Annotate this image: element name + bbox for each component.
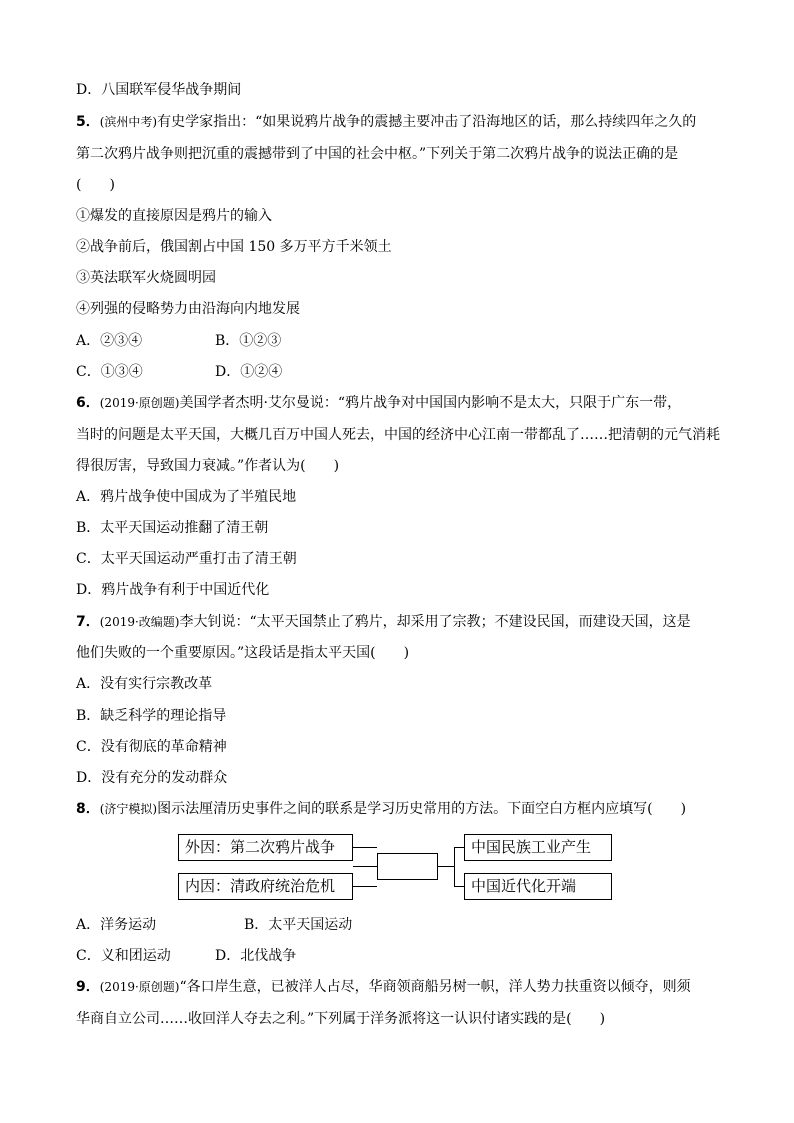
q6-option-c: C．太平天国运动严重打击了清王朝 [76, 551, 297, 567]
internal-cause-box: 内因：清政府统治危机 [178, 873, 353, 900]
result-box-modernization: 中国近代化开端 [464, 873, 612, 900]
q8-stem-text1: 图示法厘清历史事件之间的联系是学习历史常用的方法。下面空白方框内应填写( ) [157, 801, 687, 817]
q9-stem-line1 [76, 977, 734, 997]
q9-source: (2019·原创题) [99, 980, 180, 994]
q8-number: 8． [76, 801, 100, 817]
q6-option-d: D．鸦片战争有利于中国近代化 [76, 582, 270, 598]
q5-option-a: A．②③④ [76, 333, 143, 349]
q5-option-c: C．①③④ [76, 364, 143, 380]
q8-stem-line1 [76, 799, 734, 819]
q7-source: (2019·改编题) [99, 615, 180, 629]
q6-stem-line2: 当时的问题是太平天国，大概几百万中国人死去，中国的经济中心江南一带都乱了……把清朝的元气消耗 [76, 427, 720, 443]
q8-source: (济宁模拟) [99, 802, 158, 816]
q8-option-d: D．北伐战争 [215, 948, 297, 964]
q7-number: 7． [76, 614, 100, 630]
blank-answer-box [377, 853, 438, 880]
connector-result2 [454, 886, 464, 887]
q8-option-a: A．洋务运动 [76, 917, 157, 933]
q7-stem-line2: 他们失败的一个重要原因。”这段话是指太平天国( ) [76, 645, 410, 661]
external-cause-box: 外因：第二次鸦片战争 [178, 834, 353, 861]
connector-mid-left [353, 866, 377, 867]
q6-option-b: B．太平天国运动推翻了清王朝 [76, 520, 269, 536]
result-box-industry: 中国民族工业产生 [464, 834, 612, 861]
q5-source: (滨州中考) [99, 115, 158, 129]
q6-stem-line3: 得很厉害，导致国力衰减。”作者认为( ) [76, 458, 340, 474]
q8-option-c: C．义和团运动 [76, 948, 171, 964]
q6-stem-text1: 美国学者杰明·艾尔曼说：“鸦片战争对中国国内影响不是太大，只限于广东一带， [179, 395, 682, 411]
q5-stem-line1 [76, 112, 734, 132]
q7-stem-text1: 李大钊说：“太平天国禁止了鸦片，却采用了宗教；不建设民国，而建设天国，这是 [179, 614, 691, 630]
connector-vertical-right [454, 847, 455, 887]
q5-item-4: ④列强的侵略势力由沿海向内地发展 [76, 301, 300, 317]
q5-option-d: D．①②④ [215, 364, 283, 380]
q7-option-d: D．没有充分的发动群众 [76, 770, 228, 786]
q6-number: 6． [76, 395, 100, 411]
q5-number: 5． [76, 114, 100, 130]
q6-option-a: A．鸦片战争使中国成为了半殖民地 [76, 489, 297, 505]
connector-result1 [454, 847, 464, 848]
q8-option-b: B．太平天国运动 [244, 917, 353, 933]
q5-item-1: ①爆发的直接原因是鸦片的输入 [76, 208, 272, 224]
q5-item-2: ②战争前后，俄国割占中国 150 多万平方千米领土 [76, 239, 392, 255]
q5-stem-line2: 第二次鸦片战争则把沉重的震撼带到了中国的社会中枢。”下列关于第二次鸦片战争的说法正确的是 [76, 146, 679, 162]
connector-external [353, 847, 377, 848]
q7-option-c: C．没有彻底的革命精神 [76, 739, 227, 755]
q5-option-b: B．①②③ [215, 333, 282, 349]
q6-source: (2019·原创题) [99, 396, 180, 410]
q9-stem-line2: 华商自立公司……收回洋人夺去之利。”下列属于洋务派将这一认识付诸实践的是( ) [76, 1011, 606, 1027]
q6-stem-line1 [76, 393, 734, 413]
connector-mid-right [438, 866, 454, 867]
q9-stem-text1: “各口岸生意，已被洋人占尽，华商领商船另树一帜，洋人势力扶重资以倾夺，则须 [179, 979, 691, 995]
q9-number: 9． [76, 979, 100, 995]
q4-option-d: D．八国联军侵华战争期间 [76, 82, 242, 98]
q5-stem-line3: ( ) [76, 177, 115, 193]
q5-stem-text1: 有史学家指出：“如果说鸦片战争的震撼主要冲击了沿海地区的话，那么持续四年之久的 [157, 114, 697, 130]
q7-option-a: A．没有实行宗教改革 [76, 676, 213, 692]
q5-item-3: ③英法联军火烧圆明园 [76, 270, 216, 286]
q7-stem-line1 [76, 612, 734, 632]
connector-internal [353, 886, 377, 887]
q7-option-b: B．缺乏科学的理论指导 [76, 708, 227, 724]
